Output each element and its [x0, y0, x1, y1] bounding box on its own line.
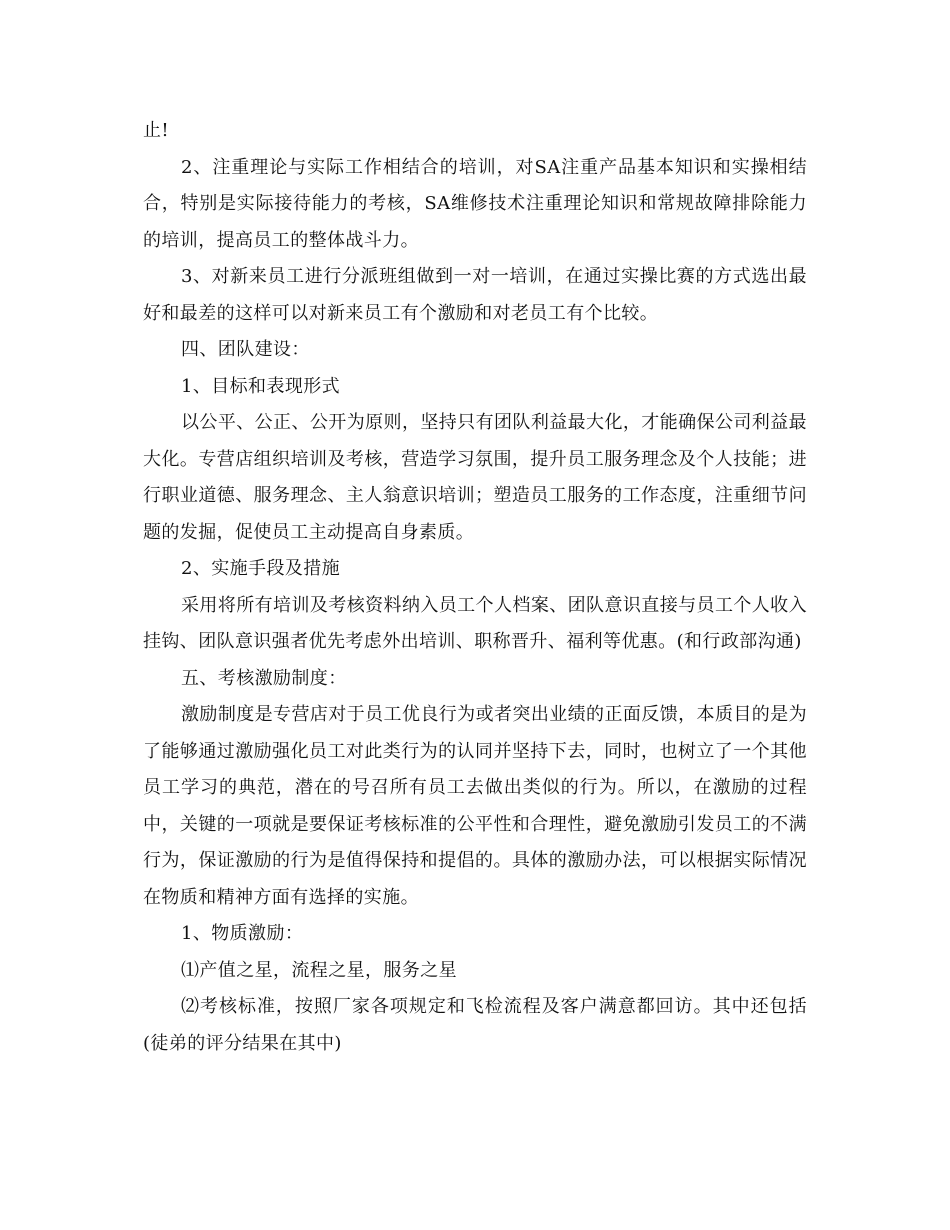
section-heading: 五、考核激励制度： [181, 667, 347, 689]
subsection-heading: 2、实施手段及措施 [181, 558, 341, 579]
subsection-heading: 1、目标和表现形式 [181, 375, 341, 397]
list-item: ⑴产值之星，流程之星，服务之星 [181, 959, 457, 981]
paragraph: 激励制度是专营店对于员工优良行为或者突出业绩的正面反馈，本质目的是为了能够通过激励强化员工对此类行为的认同并坚持下去，同时，也树立了一个其他员工学习的典范，潜在的号召所有员工去做出类似的行为。所以，在激励的过程中，关键的一项就是要保证考核标准的公平性和合理性，避免激励引发员工的不满行为，保证激励的行为是值得保持和提倡的。具体的激励办法，可以根据实际情况在物质和精神方面有选择的实施。 [143, 704, 807, 908]
paragraph: 2、注重理论与实际工作相结合的培训，对SA注重产品基本知识和实操相结合，特别是实际接待能力的考核，SA维修技术注重理论知识和常规故障排除能力的培训，提高员工的整体战斗力。 [143, 156, 807, 251]
document-body [143, 113, 807, 1062]
subsection-heading: 1、物质激励： [181, 923, 304, 944]
paragraph: 采用将所有培训及考核资料纳入员工个人档案、团队意识直接与员工个人收入挂钩、团队意识强者优先考虑外出培训、职称晋升、福利等优惠。(和行政部沟通) [143, 594, 807, 652]
list-item: ⑵考核标准，按照厂家各项规定和飞检流程及客户满意都回访。其中还包括(徒弟的评分结果在其中) [143, 996, 807, 1054]
paragraph: 3、对新来员工进行分派班组做到一对一培训，在通过实操比赛的方式选出最好和最差的这样可以对新来员工有个激励和对老员工有个比较。 [143, 266, 807, 324]
paragraph: 止! [143, 120, 170, 141]
section-heading: 四、团队建设： [181, 339, 310, 360]
paragraph: 以公平、公正、公开为原则，坚持只有团队利益最大化，才能确保公司利益最大化。专营店组织培训及考核，营造学习氛围，提升员工服务理念及个人技能；进行职业道德、服务理念、主人翁意识培训；塑造员工服务的工作态度，注重细节问题的发掘，促使员工主动提高自身素质。 [143, 412, 807, 543]
